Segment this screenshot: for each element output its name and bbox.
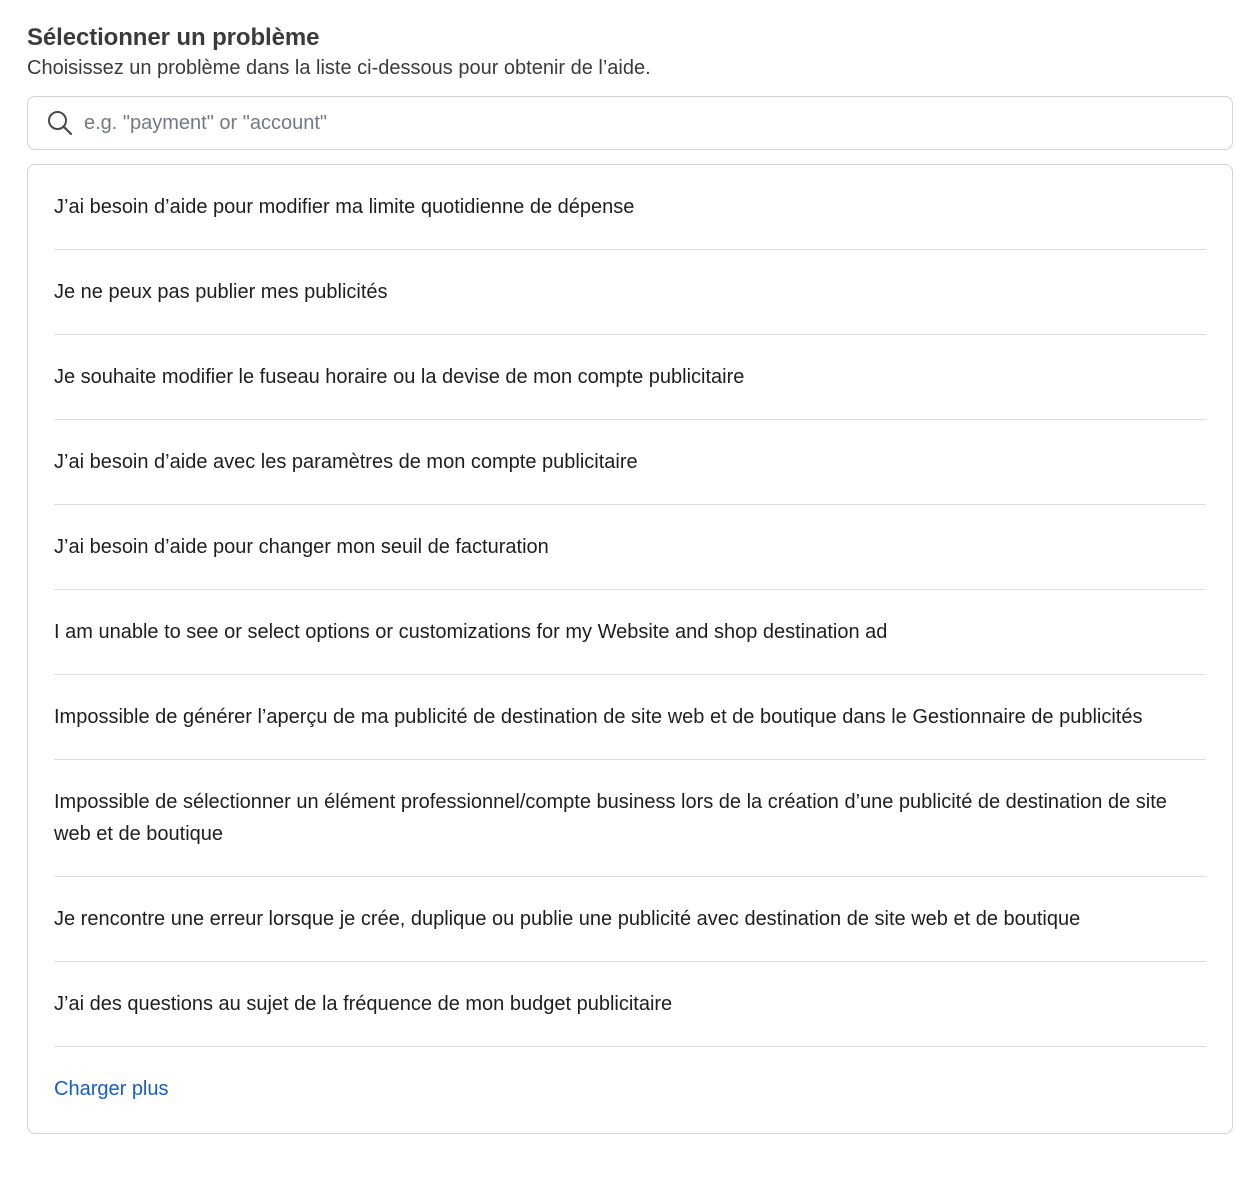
search-icon — [46, 109, 74, 137]
issue-item[interactable]: J’ai des questions au sujet de la fréquence de mon budget publicitaire — [54, 962, 1206, 1047]
issue-selector — [27, 22, 1233, 1134]
issue-item[interactable]: J’ai besoin d’aide pour changer mon seuil de facturation — [54, 505, 1206, 590]
issue-item[interactable]: I am unable to see or select options or customizations for my Website and shop destination ad — [54, 590, 1206, 675]
issue-item[interactable]: Je ne peux pas publier mes publicités — [54, 250, 1206, 335]
page-title: Sélectionner un problème — [27, 24, 320, 51]
issue-item[interactable]: J’ai besoin d’aide pour modifier ma limite quotidienne de dépense — [54, 165, 1206, 250]
search-box[interactable] — [27, 96, 1233, 150]
issue-item[interactable]: J’ai besoin d’aide avec les paramètres de mon compte publicitaire — [54, 420, 1206, 505]
issue-item[interactable]: Je rencontre une erreur lorsque je crée, duplique ou publie une publicité avec destination de site web et de boutique — [54, 877, 1206, 962]
issue-item[interactable]: Je souhaite modifier le fuseau horaire ou la devise de mon compte publicitaire — [54, 335, 1206, 420]
page-subtitle: Choisissez un problème dans la liste ci-dessous pour obtenir de l’aide. — [27, 57, 651, 79]
issue-item[interactable]: Impossible de générer l’aperçu de ma publicité de destination de site web et de boutique dans le Gestionnaire de publicités — [54, 675, 1206, 760]
issue-item[interactable]: Impossible de sélectionner un élément professionnel/compte business lors de la création d’une publicité de destination de site web et de boutique — [54, 760, 1206, 877]
issue-list — [54, 165, 1206, 1047]
load-more-link[interactable]: Charger plus — [54, 1078, 169, 1100]
issue-list-card — [27, 164, 1233, 1134]
search-input[interactable] — [84, 103, 1232, 143]
